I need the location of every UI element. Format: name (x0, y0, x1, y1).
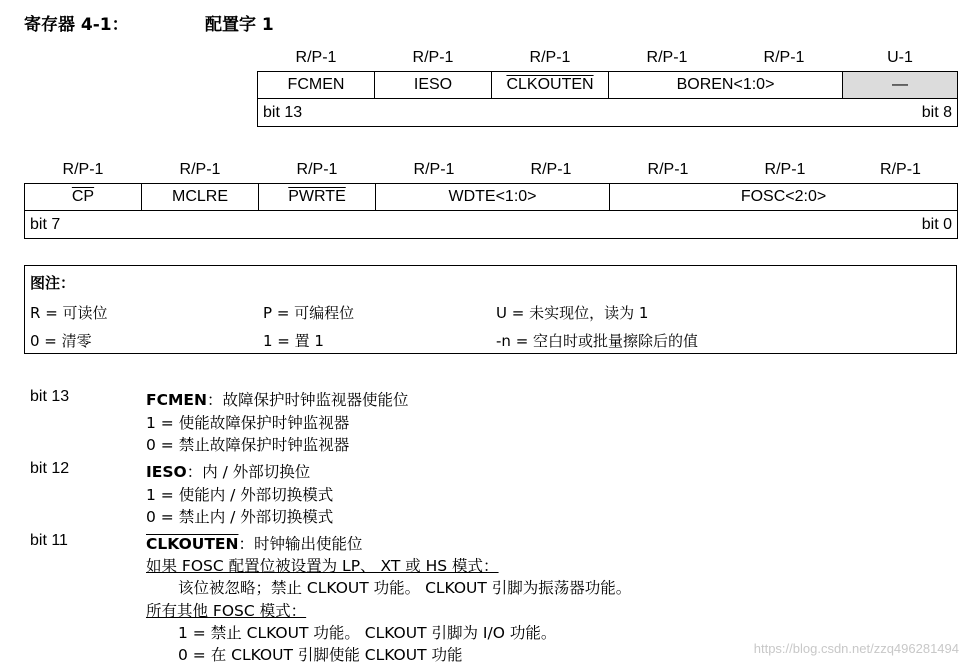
access-bit8: U-1 (887, 48, 913, 66)
access-bit5: R/P-1 (296, 160, 338, 178)
bit-8-label: bit 8 (921, 103, 952, 121)
legend-erased-value: -n = 空白时或批量擦除后的值 (496, 332, 699, 350)
field-ieso: IESO (375, 72, 492, 99)
register-high-table (257, 44, 958, 127)
register-low-table (24, 156, 958, 239)
bit11-cond-other: 所有其他 FOSC 模式： (146, 602, 307, 620)
bit11-cond-lp-xt-hs-text: 该位被忽略；禁止 CLKOUT 功能。 CLKOUT 引脚为振荡器功能。 (178, 579, 632, 597)
field-fosc: FOSC<2:0> (610, 184, 958, 211)
bit11-desc-set: 1 = 禁止 CLKOUT 功能。 CLKOUT 引脚为 I/O 功能。 (178, 624, 557, 642)
access-bit10: R/P-1 (646, 48, 688, 66)
access-bit2: R/P-1 (647, 160, 689, 178)
legend-title: 图注： (30, 274, 76, 292)
field-pwrte: PWRTE (288, 188, 346, 205)
bit13-desc-set: 1 = 使能故障保护时钟监视器 (146, 414, 350, 432)
bit11-desc-label: bit 11 (30, 532, 68, 549)
access-bit9: R/P-1 (763, 48, 805, 66)
register-label: 寄存器 4-1： (24, 15, 129, 35)
field-clkouten: CLKOUTEN (506, 76, 594, 93)
bit11-desc-title: CLKOUTEN：时钟输出使能位 (146, 535, 363, 553)
access-bit12: R/P-1 (412, 48, 454, 66)
watermark: https://blog.csdn.net/zzq496281494 (753, 641, 959, 656)
legend-set: 1 = 置 1 (263, 332, 324, 350)
field-mclre: MCLRE (142, 184, 259, 211)
bit-13-label: bit 13 (263, 103, 303, 121)
access-bit11: R/P-1 (529, 48, 571, 66)
access-bit0: R/P-1 (880, 160, 921, 178)
bit12-desc-label: bit 12 (30, 460, 70, 477)
access-bit7: R/P-1 (62, 160, 104, 178)
bit13-desc-label: bit 13 (30, 388, 70, 405)
field-boren: BOREN<1:0> (609, 72, 843, 99)
bit-7-label: bit 7 (30, 215, 61, 233)
legend-box (24, 265, 957, 354)
access-bit13: R/P-1 (295, 48, 337, 66)
field-unimplemented: — (843, 72, 958, 99)
legend-programmable: P = 可编程位 (263, 304, 355, 322)
field-fcmen: FCMEN (258, 72, 375, 99)
legend-unimplemented: U = 未实现位，读为 1 (496, 304, 649, 322)
bit12-desc-title: IESO：内 / 外部切换位 (146, 463, 311, 481)
bit12-desc-set: 1 = 使能内 / 外部切换模式 (146, 486, 334, 504)
legend-cleared: 0 = 清零 (30, 332, 92, 350)
field-cp: $\overline{CP}$ (71, 188, 95, 205)
register-name: 配置字 1 (205, 15, 274, 35)
bit11-desc-clear: 0 = 在 CLKOUT 引脚使能 CLKOUT 功能 (178, 646, 463, 664)
bit13-desc-title: FCMEN：故障保护时钟监视器使能位 (146, 391, 409, 409)
access-bit1: R/P-1 (764, 160, 806, 178)
field-wdte: WDTE<1:0> (376, 184, 610, 211)
access-bit4: R/P-1 (413, 160, 455, 178)
bit11-cond-lp-xt-hs: 如果 FOSC 配置位被设置为 LP、 XT 或 HS 模式： (146, 557, 499, 575)
legend-readable: R = 可读位 (30, 304, 108, 322)
access-bit3: R/P-1 (530, 160, 572, 178)
bit13-desc-clear: 0 = 禁止故障保护时钟监视器 (146, 436, 350, 454)
bit-0-label: bit 0 (921, 215, 952, 233)
bit12-desc-clear: 0 = 禁止内 / 外部切换模式 (146, 508, 334, 526)
access-bit6: R/P-1 (179, 160, 221, 178)
